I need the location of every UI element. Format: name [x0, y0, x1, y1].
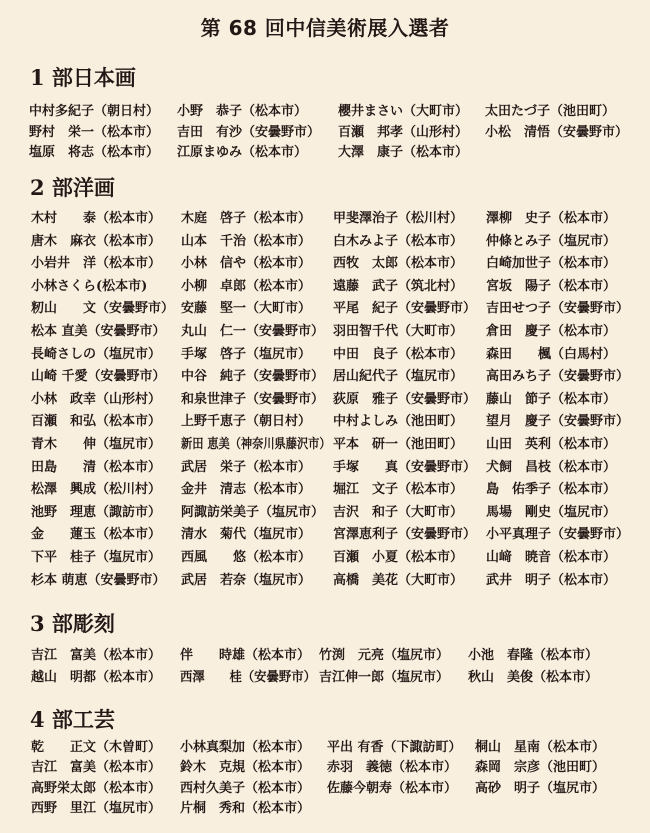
selectee-entry: 竹渕 元亮（塩尻市） [319, 648, 450, 663]
selectee-entry: 太田たづ子（池田町） [485, 104, 616, 119]
selectee-entry: 阿諏訪栄美子（塩尻市） [181, 504, 325, 520]
selectee-entry: 山崎 千愛（安曇野市） [31, 369, 166, 385]
selectee-row [0, 667, 650, 689]
selectee-entry: 吉田せつ子（安曇野市） [486, 301, 630, 317]
selectee-entry: 佐藤今朝寿（松本市） [327, 780, 458, 796]
selectee-entry: 高橋 美花（大町市） [333, 572, 464, 588]
selectee-row [0, 411, 650, 434]
selectee-entry: 小松 清悟（安曇野市） [485, 124, 629, 140]
selectee-entry: 白崎加世子（松本市） [486, 256, 617, 272]
selectee-entry: 下平 桂子（塩尻市） [31, 549, 162, 565]
selectee-row [0, 457, 650, 480]
selectee-entry: 高野栄太郎（松本市） [31, 780, 162, 796]
selectee-entry: 小野 恭子（松本市） [177, 104, 308, 119]
selectee-entry: 小平真理子（安曇野市） [486, 527, 630, 543]
selectee-entry: 小林さくら(松本市) [31, 278, 148, 294]
selectee-row [0, 344, 650, 367]
selectee-entry: 澤柳 史子（松本市） [486, 211, 617, 226]
selectee-entry: 塩原 将志（松本市） [29, 145, 160, 160]
section-heading-sculpture: 3 部彫刻 [30, 611, 115, 636]
selectee-entry: 手塚 真（安曇野市） [333, 459, 477, 475]
selectee-entry: 杉本 萌恵（安曇野市） [31, 572, 166, 588]
selectee-entry: 犬飼 昌枝（松本市） [486, 459, 617, 475]
selectee-entry: 平出 有香（下諏訪町） [327, 740, 462, 755]
selectee-entry: 小林真梨加（松本市） [180, 740, 311, 755]
selectee-entry: 池野 理恵（諏訪市） [31, 504, 162, 520]
selectee-entry: 小林 信や（松本市） [181, 256, 312, 272]
selectee-entry: 片桐 秀和（松本市） [180, 801, 311, 817]
selectee-entry: 秋山 美俊（松本市） [468, 670, 599, 685]
selectee-entry: 白木みよ子（松本市） [333, 233, 464, 249]
selectee-entry: 赤羽 義徳（松本市） [327, 760, 458, 776]
selectee-entry: 上野千恵子（朝日村） [181, 414, 312, 430]
selectee-row [0, 231, 650, 254]
selectee-entry: 清水 菊代（塩尻市） [181, 527, 312, 543]
selectee-entry: 山田 英利（松本市） [486, 436, 617, 452]
selectee-entry: 仲條とみ子（塩尻市） [486, 233, 617, 249]
section-heading-crafts: 4 部工芸 [30, 707, 115, 732]
selectee-row [0, 143, 650, 164]
selectee-entry: 山﨑 暁音（松本市） [486, 549, 617, 565]
selectee-entry: 中村よしみ（池田町） [333, 414, 464, 430]
selectee-entry: 西牧 太郎（松本市） [333, 256, 464, 272]
selectee-entry: 小林 政幸（山形村） [31, 391, 162, 407]
selectee-row [0, 547, 650, 570]
selectee-entry: 小柳 卓郎（松本市） [181, 278, 312, 294]
selectee-entry: 松本 直美（安曇野市） [31, 323, 166, 339]
selectee-entry: 高田みち子（安曇野市） [486, 369, 630, 385]
section-heading-japanese-painting: 1 部日本画 [30, 65, 136, 90]
selectee-entry: 吉江 富美（松本市） [31, 648, 162, 663]
selectee-row [0, 479, 650, 502]
selectee-row [0, 123, 650, 144]
selectee-entry: 唐木 麻衣（松本市） [31, 233, 162, 249]
selectee-entry: 手塚 啓子（塩尻市） [181, 346, 312, 362]
selectee-entry: 望月 慶子（安曇野市） [486, 414, 630, 430]
selectee-entry: 西澤 桂（安曇野市） [180, 670, 317, 685]
selectee-row [0, 645, 650, 667]
selectee-entry: 宮坂 陽子（松本市） [486, 278, 617, 294]
selectee-row [0, 102, 650, 123]
selectee-entry: 森岡 宗彦（池田町） [475, 760, 606, 776]
selectee-entry: 金 蓮玉（松本市） [31, 527, 162, 543]
selectee-entry: 遠藤 武子（筑北村） [333, 278, 464, 294]
selectee-row [0, 389, 650, 412]
selectee-entry: 高砂 明子（塩尻市） [475, 780, 606, 796]
selectee-row [0, 321, 650, 344]
selectee-entry: 越山 明都（松本市） [31, 670, 162, 685]
selectee-row [0, 366, 650, 389]
selectee-entry: 宮澤恵利子（安曇野市） [333, 527, 477, 543]
selectee-entry: 松澤 興成（松川村） [31, 482, 162, 498]
section-crafts [0, 708, 650, 820]
selectee-row [0, 738, 650, 758]
selectee-entry: 山本 千治（松本市） [181, 233, 312, 249]
selectee-entry: 武井 明子（松本市） [486, 572, 617, 588]
selectee-list [0, 645, 650, 689]
selectee-entry: 吉江 富美（松本市） [31, 760, 162, 776]
selectee-entry: 百瀬 邦孝（山形村） [338, 124, 469, 140]
selectee-entry: 百瀬 小夏（松本市） [333, 549, 464, 565]
selectee-entry: 桐山 星南（松本市） [475, 740, 606, 755]
selectee-entry: 丸山 仁一（安曇野市） [181, 323, 325, 339]
selectee-entry: 木庭 啓子（松本市） [181, 211, 312, 226]
selectee-entry: 百瀬 和弘（松本市） [31, 414, 162, 430]
section-japanese-painting [0, 66, 650, 164]
selectee-entry: 小岩井 洋（松本市） [31, 256, 162, 272]
selectee-entry: 大澤 康子（松本市） [338, 145, 469, 160]
selectee-entry: 木村 泰（松本市） [31, 211, 162, 226]
selectee-entry: 吉田 有沙（安曇野市） [177, 124, 321, 140]
selectee-entry: 江原まゆみ（松本市） [177, 145, 308, 160]
selectee-list [0, 738, 650, 820]
selectee-row [0, 570, 650, 593]
selectee-entry: 居山紀代子（塩尻市） [333, 369, 464, 385]
section-heading-western-painting: 2 部洋画 [30, 175, 115, 200]
selectee-row [0, 208, 650, 231]
selectee-row [0, 779, 650, 799]
selectee-entry: 西野 里江（塩尻市） [31, 801, 162, 817]
selectee-entry: 伴 時雄（松本市） [180, 648, 311, 663]
selectee-entry: 安藤 堅一（大町市） [181, 301, 312, 317]
selectee-entry: 藤山 節子（松本市） [486, 391, 617, 407]
selectee-entry: 武居 栄子（松本市） [181, 459, 312, 475]
selectee-entry: 森田 楓（白馬村） [486, 346, 617, 362]
selectee-entry: 西風 悠（松本市） [181, 549, 312, 565]
selectee-entry: 荻原 雅子（安曇野市） [333, 391, 477, 407]
section-western-painting [0, 176, 650, 592]
selectee-entry: 籾山 文（安曇野市） [31, 301, 175, 317]
selectee-entry: 中村多紀子（朝日村） [29, 104, 160, 119]
selectee-row [0, 298, 650, 321]
selectee-entry: 長崎さしの（塩尻市） [31, 346, 162, 362]
page-title: 第 68 回中信美術展入選者 [200, 16, 450, 40]
selectee-row [0, 502, 650, 525]
selectee-entry: 馬場 剛史（塩尻市） [486, 504, 617, 520]
selectee-row [0, 524, 650, 547]
selectee-entry: 和泉世津子（安曇野市） [181, 391, 325, 407]
selectee-entry: 吉江伸一郎（塩尻市） [319, 670, 450, 685]
selectee-row [0, 253, 650, 276]
selectee-entry: 新田 恵美（神奈川県藤沢市） [181, 436, 331, 452]
selectee-entry: 島 佑季子（松本市） [486, 482, 617, 498]
selectee-row [0, 799, 650, 819]
selectee-row [0, 758, 650, 778]
selectee-list [0, 208, 650, 592]
selectee-row [0, 434, 650, 457]
selectee-entry: 金井 清志（松本市） [181, 482, 312, 498]
selectee-entry: 野村 栄一（松本市） [29, 124, 160, 140]
selectee-entry: 小池 春隆（松本市） [468, 648, 599, 663]
selectee-entry: 櫻井まさい（大町市） [338, 104, 469, 119]
selectee-entry: 武居 若奈（塩尻市） [181, 572, 312, 588]
selectee-entry: 倉田 慶子（松本市） [486, 323, 617, 339]
selectee-entry: 中田 良子（松本市） [333, 346, 464, 362]
selectee-entry: 西村久美子（松本市） [180, 780, 311, 796]
selectee-entry: 田島 清（松本市） [31, 459, 162, 475]
selectee-entry: 中谷 純子（安曇野市） [181, 369, 325, 385]
selectee-entry: 甲斐澤治子（松川村） [333, 211, 464, 226]
selectee-entry: 乾 正文（木曽町） [31, 740, 162, 755]
selectee-entry: 青木 伸（塩尻市） [31, 436, 162, 452]
selectee-entry: 堀江 文子（松本市） [333, 482, 464, 498]
section-sculpture [0, 612, 650, 689]
selectee-entry: 吉沢 和子（大町市） [333, 504, 464, 520]
selectee-row [0, 276, 650, 299]
selectee-list [0, 102, 650, 164]
selectee-entry: 鈴木 克規（松本市） [180, 760, 311, 776]
selectee-entry: 羽田智千代（大町市） [333, 323, 464, 339]
selectee-entry: 平尾 紀子（安曇野市） [333, 301, 477, 317]
selectee-entry: 平本 研一（池田町） [333, 436, 464, 452]
